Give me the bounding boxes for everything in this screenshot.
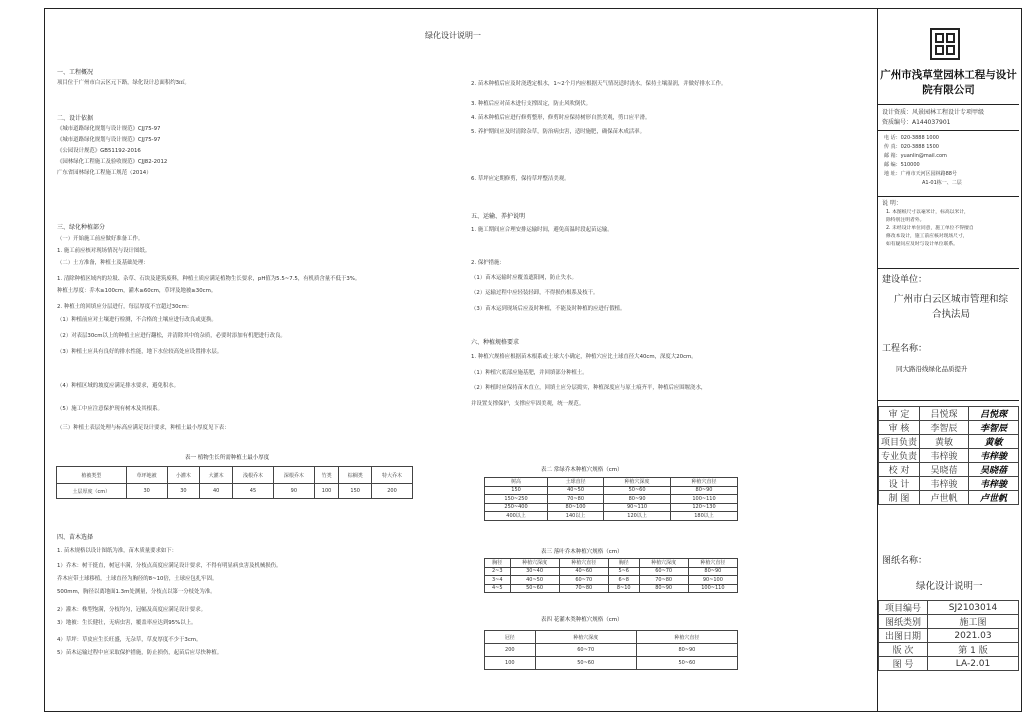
table-cell: 种植穴深度 bbox=[604, 478, 671, 487]
basis-item: 《公园设计规范》GB51192-2016 bbox=[57, 148, 141, 154]
seedling-line: 乔木应带土球移植，土球直径为胸径的8~10倍，土球应包扎牢固。 bbox=[57, 576, 218, 582]
table-cell: 100 bbox=[314, 484, 339, 499]
contact-line: 地 址：广州市天河区园林路88号 bbox=[884, 171, 957, 177]
table-cell: 60~70 bbox=[535, 644, 636, 657]
table-cell: 小灌木 bbox=[167, 467, 200, 484]
table-cell: 90~100 bbox=[688, 576, 737, 585]
table-row bbox=[879, 435, 1019, 449]
table-cell: 150 bbox=[339, 484, 372, 499]
transport-line: （2）运输过程中应轻装轻卸，不得损伤根系及枝干。 bbox=[471, 290, 599, 296]
name-cell: 李智辰 bbox=[920, 421, 969, 435]
table-cell: 30 bbox=[126, 484, 167, 499]
meta-value: LA-2.01 bbox=[928, 657, 1019, 671]
table-cell: 特大乔木 bbox=[372, 467, 413, 484]
table-cell: 70~80 bbox=[548, 495, 604, 504]
client-name: 广州市白云区城市管理和综合执法局 bbox=[893, 294, 1008, 320]
table-cell: 植被类型 bbox=[57, 467, 127, 484]
table-cell: 8~10 bbox=[608, 584, 639, 593]
name-cell: 吴晓蓓 bbox=[920, 463, 969, 477]
section-4-heading: 四、苗木选择 bbox=[57, 534, 94, 541]
title-block-rule bbox=[878, 104, 1019, 105]
table-cell: 4~5 bbox=[485, 584, 511, 593]
table-cell: 90 bbox=[273, 484, 314, 499]
table-cell: 胸径 bbox=[608, 559, 639, 568]
table-cell: 50~60 bbox=[535, 657, 636, 670]
planting-line: （三）种植土表层处理与标高应满足设计要求，种植土最小厚度见下表： bbox=[57, 425, 230, 431]
table-header-row bbox=[485, 559, 738, 568]
name-cell: 吕悦琛 bbox=[920, 407, 969, 421]
signature-cell: 吕悦琛 bbox=[969, 407, 1019, 421]
notes-line: 修改本设计，施工前应核对现场尺寸， bbox=[886, 234, 968, 239]
title-block-rule bbox=[878, 268, 1019, 269]
notes-heading: 说 明： bbox=[882, 200, 902, 207]
table-cell: 30 bbox=[167, 484, 200, 499]
drawing-meta-table bbox=[878, 600, 1019, 671]
spec-line: 1. 种植穴规格应根据苗木根系或土球大小确定，种植穴应比土球直径大40cm，深度大20cm。 bbox=[471, 354, 697, 360]
notes-line: 2. 未经设计单位同意，施工单位不得擅自 bbox=[886, 226, 974, 231]
table-row bbox=[485, 567, 738, 576]
table-cell: 大灌木 bbox=[200, 467, 233, 484]
notes-line: 除特别注明者外。 bbox=[886, 218, 925, 223]
meta-label: 图纸类别 bbox=[879, 615, 928, 629]
section-3-heading: 三、绿化种植部分 bbox=[57, 224, 106, 231]
maintenance-line: 3. 种植后应对苗木进行支撑固定，防止风吹倒伏。 bbox=[471, 101, 592, 107]
contact-line: 邮 箱：yuanlin@mail.com bbox=[884, 153, 947, 159]
table-cell: 种植穴深度 bbox=[510, 559, 559, 568]
client-label: 建设单位： bbox=[882, 275, 928, 285]
meta-label: 图 号 bbox=[879, 657, 928, 671]
signature-cell: 韦梓骏 bbox=[969, 449, 1019, 463]
table-cell: 土球直径 bbox=[548, 478, 604, 487]
maintenance-line: 4. 苗木种植后应进行修剪整形，修剪时应保持树形自然美观，剪口应平滑。 bbox=[471, 115, 651, 121]
basis-item: 《城市道路绿化规划与设计规范》CJJ75-97 bbox=[57, 137, 161, 143]
table-row bbox=[485, 503, 738, 512]
meta-value: 施工图 bbox=[928, 615, 1019, 629]
table-cell: 50~60 bbox=[636, 657, 737, 670]
table-cell: 200 bbox=[372, 484, 413, 499]
table-row bbox=[879, 407, 1019, 421]
signature-cell: 吴晓蓓 bbox=[969, 463, 1019, 477]
name-cell: 韦梓骏 bbox=[920, 449, 969, 463]
contact-line: A1-01栋一、二层 bbox=[922, 180, 962, 186]
table-row bbox=[879, 449, 1019, 463]
spec-line: 并设置支撑保护，支撑应牢固美观，统一规范。 bbox=[471, 401, 585, 407]
seedling-line: 4）草坪：草皮应生长旺盛，无杂草，草皮厚度不少于3cm。 bbox=[57, 637, 202, 643]
table-cell: 树高 bbox=[485, 478, 548, 487]
table-cell: 80~90 bbox=[671, 486, 738, 495]
table-row bbox=[879, 601, 1019, 615]
section-1-heading: 一、工程概况 bbox=[57, 69, 94, 76]
role-cell: 制 图 bbox=[879, 491, 920, 505]
signature-cell: 黄敏 bbox=[969, 435, 1019, 449]
table-cell: 200 bbox=[485, 644, 536, 657]
company-logo bbox=[929, 27, 961, 61]
table-cell: 浅根乔木 bbox=[233, 467, 274, 484]
table-row bbox=[485, 512, 738, 521]
meta-label: 版 次 bbox=[879, 643, 928, 657]
table-header-row bbox=[485, 478, 738, 487]
planting-line: （2）对表层30cm以上的种植土应进行翻松，并清除其中的杂质，必要时添加有机肥进行改良。 bbox=[57, 333, 286, 339]
meta-value: 2021.03 bbox=[928, 629, 1019, 643]
planting-line: （二）土方准备，种植土及基础处理： bbox=[57, 260, 149, 266]
planting-line: （5）施工中应注意保护现有树木及其根系。 bbox=[57, 406, 163, 412]
name-cell: 黄敏 bbox=[920, 435, 969, 449]
page-title: 绿化设计说明一 bbox=[425, 31, 481, 40]
table-cell: 140以上 bbox=[548, 512, 604, 521]
signature-cell: 韦梓骏 bbox=[969, 477, 1019, 491]
table-cell: 深根乔木 bbox=[273, 467, 314, 484]
table-row bbox=[879, 643, 1019, 657]
seedling-line: 500mm，胸径以离地面1.3m处测量，分枝点以第一分枝处为准。 bbox=[57, 589, 216, 595]
table-row bbox=[485, 657, 738, 670]
table-cell: 30~40 bbox=[510, 567, 559, 576]
qualification-line: 资质编号：A144037901 bbox=[882, 119, 951, 126]
table-row bbox=[879, 421, 1019, 435]
planting-line: 种植土厚度：乔木≥100cm，灌木≥60cm，草坪及地被≥30cm。 bbox=[57, 288, 217, 294]
table-cell: 120~130 bbox=[671, 503, 738, 512]
notes-line: 如有疑问应及时与设计单位联系。 bbox=[886, 242, 958, 247]
meta-value: SJ2103014 bbox=[928, 601, 1019, 615]
table-cell: 种植穴深度 bbox=[639, 559, 688, 568]
table-cell: 50~60 bbox=[510, 584, 559, 593]
role-cell: 项目负责 bbox=[879, 435, 920, 449]
table-cell: 胸径 bbox=[485, 559, 511, 568]
table-cell: 250~400 bbox=[485, 503, 548, 512]
spec-line: （1）种植穴底部应施基肥，并回填部分种植土。 bbox=[471, 370, 588, 376]
title-block-rule bbox=[878, 196, 1019, 197]
table-cell: 60~70 bbox=[559, 576, 608, 585]
table-row bbox=[57, 484, 413, 499]
table1-caption: 表一 植物生长所需种植土最小厚度 bbox=[185, 455, 270, 461]
table-cell: 2~3 bbox=[485, 567, 511, 576]
planting-line: （3）种植土应具有良好的排水性能，地下水位较高处应设置排水层。 bbox=[57, 349, 223, 355]
table-cell: 60~70 bbox=[639, 567, 688, 576]
shrub-pit-table bbox=[484, 630, 738, 670]
table3-caption: 表三 落叶乔木种植穴规格（cm） bbox=[541, 549, 623, 555]
company-name: 广州市浅草堂园林工程与设计院有限公司 bbox=[880, 69, 1017, 96]
table-cell: 80~90 bbox=[639, 584, 688, 593]
table-cell: 40~50 bbox=[548, 486, 604, 495]
table-cell: 150~250 bbox=[485, 495, 548, 504]
table-cell: 150 bbox=[485, 486, 548, 495]
table-cell: 40~60 bbox=[559, 567, 608, 576]
table-cell: 冠径 bbox=[485, 631, 536, 644]
table-cell: 180以上 bbox=[671, 512, 738, 521]
table-cell: 90~110 bbox=[604, 503, 671, 512]
seedling-line: 5）苗木运输过程中应采取保护措施，防止损伤，起苗后应尽快种植。 bbox=[57, 650, 223, 656]
transport-line: （3）苗木运到现场后应及时种植，不能及时种植的应进行假植。 bbox=[471, 306, 626, 312]
seedling-line: 3）地被：生长健壮，无病虫害，覆盖率应达到95%以上。 bbox=[57, 620, 197, 626]
basis-item: 《城市道路绿化规划与设计规范》CJJ75-97 bbox=[57, 126, 161, 132]
planting-line: （4）种植区域的坡度应满足排水要求，避免积水。 bbox=[57, 383, 180, 389]
qualification-line: 设计资质：风景园林工程设计专项甲级 bbox=[882, 109, 985, 116]
table4-caption: 表四 花灌木类种植穴规格（cm） bbox=[541, 617, 623, 623]
planting-line: （1）种植前应对土壤进行检测，不合格的土壤应进行改良或更换。 bbox=[57, 317, 217, 323]
table-cell: 5~6 bbox=[608, 567, 639, 576]
table-cell: 80~90 bbox=[636, 644, 737, 657]
maintenance-line: 2. 苗木种植后应及时浇透定根水，1~2个月内应根据天气情况适时浇水，保持土壤湿润，并做好排水工作。 bbox=[471, 81, 727, 87]
section-6-heading: 六、种植规格要求 bbox=[471, 339, 520, 346]
table-row bbox=[879, 463, 1019, 477]
meta-value: 第 1 版 bbox=[928, 643, 1019, 657]
role-cell: 审 核 bbox=[879, 421, 920, 435]
planting-line: （一）开始施工前应做好准备工作。 bbox=[57, 236, 144, 242]
table-cell: 80~90 bbox=[688, 567, 737, 576]
table-cell: 120以上 bbox=[604, 512, 671, 521]
seedling-line: 1）乔木：树干挺直，树冠丰满，分枝点高度应满足设计要求，不得有明显病虫害及机械损伤。 bbox=[57, 563, 282, 569]
table2-caption: 表二 常绿乔木种植穴规格（cm） bbox=[541, 467, 623, 473]
role-cell: 校 对 bbox=[879, 463, 920, 477]
planting-line: 2. 种植土的回填应分层进行，每层厚度不宜超过30cm： bbox=[57, 304, 193, 310]
table-row bbox=[485, 644, 738, 657]
section-2-heading: 二、设计依据 bbox=[57, 115, 94, 122]
meta-label: 项目编号 bbox=[879, 601, 928, 615]
table-cell: 种植穴直径 bbox=[671, 478, 738, 487]
table-row bbox=[879, 657, 1019, 671]
signature-cell: 卢世帆 bbox=[969, 491, 1019, 505]
table-row bbox=[879, 477, 1019, 491]
basis-item: 《园林绿化工程施工及验收规范》CJJ82-2012 bbox=[57, 159, 168, 165]
seedling-line: 2）灌木：株型饱满，分枝均匀，冠幅及高度应满足设计要求。 bbox=[57, 607, 206, 613]
project-name: 同大路沿线绿化品质提升 bbox=[896, 365, 968, 373]
name-cell: 韦梓骏 bbox=[920, 477, 969, 491]
meta-label: 出图日期 bbox=[879, 629, 928, 643]
table-row bbox=[879, 629, 1019, 643]
section-5-heading: 五、运输、养护说明 bbox=[471, 213, 526, 220]
section-1-text: 项目位于广州市白云区元下路，绿化设计总面积约3㎡。 bbox=[57, 80, 190, 86]
table-cell: 100~110 bbox=[671, 495, 738, 504]
deciduous-pit-table bbox=[484, 558, 738, 593]
seedling-line: 1. 苗木规格以设计图纸为准，苗木质量要求如下： bbox=[57, 548, 178, 554]
table-cell: 种植穴直径 bbox=[688, 559, 737, 568]
table-cell: 种植穴直径 bbox=[559, 559, 608, 568]
table-cell: 70~80 bbox=[559, 584, 608, 593]
table-cell: 80~90 bbox=[604, 495, 671, 504]
signature-cell: 李智辰 bbox=[969, 421, 1019, 435]
table-row bbox=[485, 495, 738, 504]
project-label: 工程名称： bbox=[882, 344, 928, 354]
table-header-row bbox=[57, 467, 413, 484]
planting-line: 1. 施工前应核对现场情况与设计图纸。 bbox=[57, 248, 151, 254]
table-cell: 45 bbox=[233, 484, 274, 499]
table-cell: 3~4 bbox=[485, 576, 511, 585]
table-cell: 竹类 bbox=[314, 467, 339, 484]
table-cell: 70~80 bbox=[639, 576, 688, 585]
role-cell: 专业负责 bbox=[879, 449, 920, 463]
drawing-name-label: 图纸名称： bbox=[882, 556, 928, 566]
transport-line: （1）苗木运输时应覆盖遮阳网，防止失水。 bbox=[471, 275, 577, 281]
transport-line: 1. 施工期间应合理安排运输时间，避免高温时段起苗运输。 bbox=[471, 227, 613, 233]
planting-line: 1. 清除种植区域内的垃圾、杂草、石块及建筑废料，种植土质应满足植物生长要求，pH值为5.5~7.5，有机质含量不低于3%。 bbox=[57, 276, 361, 282]
spec-line: （2）种植时应保持苗木直立，回填土应分层捣实，种植深度应与原土痕齐平，种植后应围堰浇水， bbox=[471, 385, 707, 391]
transport-line: 2. 保护措施： bbox=[471, 260, 505, 266]
notes-line: 1. 本图纸尺寸以毫米计，标高以米计， bbox=[886, 210, 969, 215]
maintenance-line: 6. 草坪应定期修剪，保持草坪整洁美观。 bbox=[471, 176, 570, 182]
drawing-name: 绿化设计说明一 bbox=[916, 581, 983, 592]
table-cell: 400以上 bbox=[485, 512, 548, 521]
table-cell: 棕榈类 bbox=[339, 467, 372, 484]
maintenance-line: 5. 养护期间应及时清除杂草，防治病虫害，适时施肥，确保苗木成活率。 bbox=[471, 129, 645, 135]
table-cell: 土层厚度（cm） bbox=[57, 484, 127, 499]
role-cell: 设 计 bbox=[879, 477, 920, 491]
signature-table bbox=[878, 406, 1019, 505]
table-cell: 6~8 bbox=[608, 576, 639, 585]
title-block-rule bbox=[878, 400, 1019, 401]
table-row bbox=[879, 615, 1019, 629]
table-row bbox=[485, 576, 738, 585]
name-cell: 卢世帆 bbox=[920, 491, 969, 505]
table-cell: 种植穴深度 bbox=[535, 631, 636, 644]
table-header-row bbox=[485, 631, 738, 644]
table-cell: 80~100 bbox=[548, 503, 604, 512]
evergreen-pit-table bbox=[484, 477, 738, 521]
table-row bbox=[879, 491, 1019, 505]
table-cell: 100~110 bbox=[688, 584, 737, 593]
table-row bbox=[485, 486, 738, 495]
table-cell: 40 bbox=[200, 484, 233, 499]
table-cell: 草坪地被 bbox=[126, 467, 167, 484]
contact-line: 邮 编：510000 bbox=[884, 162, 920, 168]
table-cell: 种植穴直径 bbox=[636, 631, 737, 644]
basis-item: 广东省园林绿化工程施工规范（2014） bbox=[57, 170, 152, 176]
table-cell: 40~50 bbox=[510, 576, 559, 585]
contact-line: 电 话：020-3888 1000 bbox=[884, 135, 939, 141]
table-cell: 100 bbox=[485, 657, 536, 670]
title-block-rule bbox=[878, 130, 1019, 131]
contact-line: 传 真：020-3888 1500 bbox=[884, 144, 939, 150]
table-cell: 50~60 bbox=[604, 486, 671, 495]
soil-depth-table bbox=[56, 466, 413, 499]
role-cell: 审 定 bbox=[879, 407, 920, 421]
table-row bbox=[485, 584, 738, 593]
